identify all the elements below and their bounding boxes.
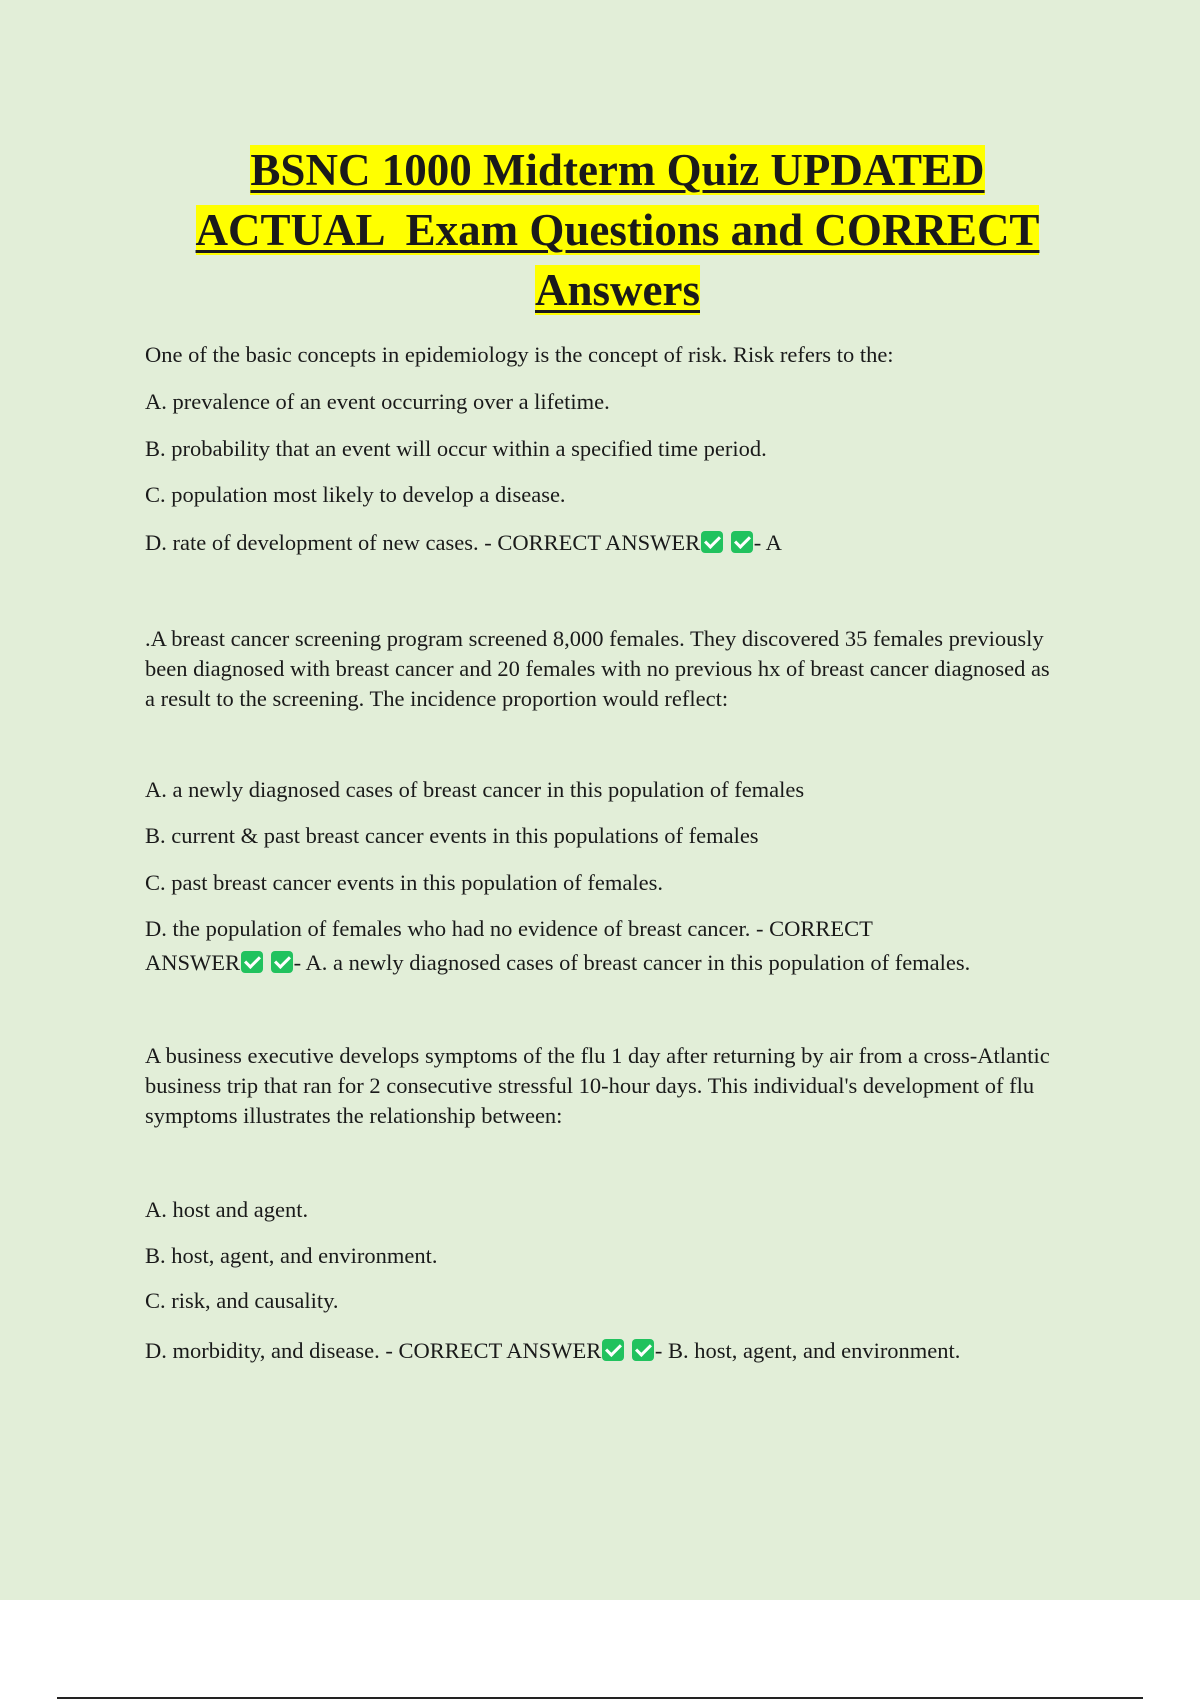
q3-answer: - B. host, agent, and environment. — [654, 1338, 961, 1363]
q2-answer: - A. a newly diagnosed cases of breast cancer in this population of females. — [293, 950, 971, 975]
check-box-icon — [701, 531, 723, 553]
q3-option-a: A. host and agent. — [145, 1197, 309, 1222]
check-box-icon — [731, 531, 753, 553]
q1-option-d: D. rate of development of new cases. - CORRECT ANSWER — [145, 530, 701, 555]
q3-option-d: D. morbidity, and disease. - CORRECT ANSWER — [145, 1338, 602, 1363]
q2-option-b: B. current & past breast cancer events in this populations of females — [145, 823, 759, 848]
check-box-icon — [632, 1339, 654, 1361]
check-box-icon — [271, 951, 293, 973]
q3-option-b: B. host, agent, and environment. — [145, 1243, 438, 1268]
q1-option-c: C. population most likely to develop a disease. — [145, 482, 566, 507]
q1-option-a: A. prevalence of an event occurring over a lifetime. — [145, 389, 610, 414]
q2-option-d: D. the population of females who had no evidence of breast cancer. - CORRECT — [145, 916, 873, 941]
q3-question: A business executive develops symptoms of the flu 1 day after returning by air from a cross-Atlantic business trip that ran for 2 consecutive stressful 10-hour days. This individual's development of flu symptoms illustrates the relationship between: — [145, 1043, 1050, 1128]
check-box-icon — [602, 1339, 624, 1361]
q1-option-d-line — [145, 528, 1050, 558]
q3-option-c: C. risk, and causality. — [145, 1288, 339, 1313]
q1-answer: - A — [753, 530, 782, 555]
q3-option-d-line — [145, 1336, 1050, 1366]
q2-option-d-answer-line — [145, 948, 1050, 978]
title-line-1: BSNC 1000 Midterm Quiz UPDATED — [250, 145, 985, 195]
q1-option-b: B. probability that an event will occur within a specified time period. — [145, 436, 767, 461]
document-title — [100, 140, 1135, 320]
title-line-2: ACTUAL Exam Questions and CORRECT — [195, 205, 1040, 255]
q1-question: One of the basic concepts in epidemiology is the concept of risk. Risk refers to the: — [145, 342, 894, 367]
footer-divider — [57, 1697, 1143, 1699]
check-box-icon — [241, 951, 263, 973]
q2-option-a: A. a newly diagnosed cases of breast cancer in this population of females — [145, 777, 805, 802]
q2-question: .A breast cancer screening program screened 8,000 females. They discovered 35 females previously been diagnosed with breast cancer and 20 females with no previous hx of breast cancer diagnosed as a result to the screening. The incidence proportion would reflect: — [145, 626, 1050, 711]
q2-option-d-continued: ANSWER — [145, 950, 240, 975]
q2-option-c: C. past breast cancer events in this population of females. — [145, 870, 663, 895]
title-line-3: Answers — [535, 265, 700, 315]
